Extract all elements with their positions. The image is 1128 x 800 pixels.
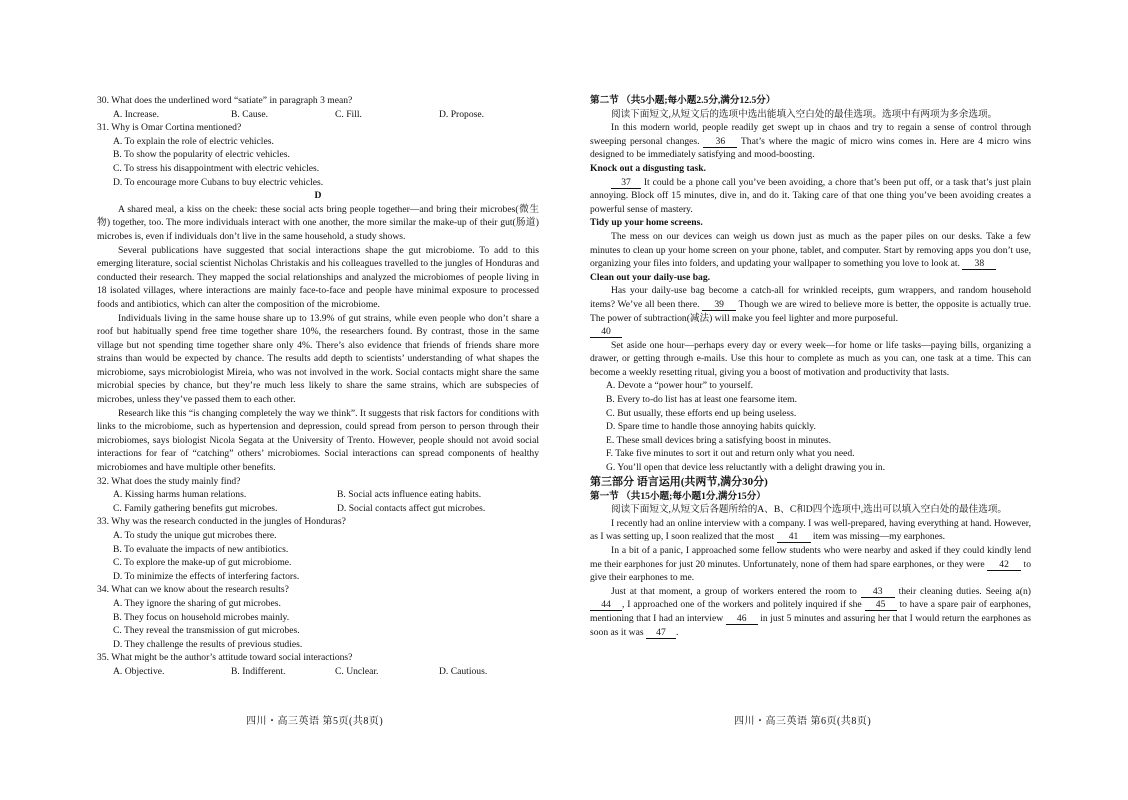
option-b[interactable]: B. Cause. [231, 108, 269, 120]
question-34: 34. What can we know about the research results? [97, 584, 289, 596]
right-column [590, 94, 1031, 639]
option-f[interactable]: F. Take five minutes to sort it out and return only what you need. [606, 448, 855, 460]
paragraph-1: 37 It could be a phone call you’ve been avoiding, a chore that’s been put off, or a task that’s just plain annoying. Block off 15 minutes, dive in, and do it. Taking care of that one thing you’ve been avoiding creates a powerful sense of mastery. [590, 176, 1031, 215]
question-32-options-row1 [113, 488, 539, 502]
option-d[interactable]: D. They challenge the results of previous studies. [113, 638, 303, 650]
intro-paragraph: In this modern world, people readily get swept up in chaos and try to regain a sense of control through sweeping personal changes. 36 That’s where the magic of micro wins comes in. Here are 4 micro wins designed to be immediately satisfying and mood-boosting. [590, 122, 1031, 161]
blank-44[interactable]: 44 [590, 599, 622, 611]
subheading-2: Tidy up your home screens. [590, 217, 703, 229]
subheading-3: Clean out your daily-use bag. [590, 271, 711, 283]
option-e[interactable]: E. These small devices bring a satisfying boost in minutes. [606, 434, 831, 446]
section-2-instructions: 阅读下面短文,从短文后的选项中选出能填入空白处的最佳选项。选项中有两项为多余选项。 [611, 108, 998, 120]
paragraph-2: The mess on our devices can weigh us down just as much as the paper piles on our desks. Take a few minutes to clean up your home screen on your phone, tablet, and computer. Start by removing apps you don’t use, organizing your files into folders, and updating your wallpaper to something you love to look at. 38 [590, 230, 1031, 270]
passage-paragraph: A shared meal, a kiss on the cheek: these social acts bring people together—and bring their microbes(微生物) together, too. The more individuals interact with one another, the more similar the make-up of their gut(肠道) microbes is, even if individuals don’t live in the same household, a study shows. [97, 203, 539, 242]
option-g[interactable]: G. You’ll open that device less reluctantly with a delight drawing you in. [606, 462, 885, 474]
blank-36[interactable]: 36 [703, 136, 737, 148]
option-c[interactable]: C. To stress his disappointment with electric vehicles. [113, 162, 320, 174]
question-32: 32. What does the study mainly find? [97, 475, 241, 487]
option-b[interactable]: B. Indifferent. [231, 665, 286, 677]
blank-47[interactable]: 47 [646, 627, 676, 639]
option-c[interactable]: C. Fill. [335, 108, 362, 120]
option-c[interactable]: C. Unclear. [335, 665, 379, 677]
option-d[interactable]: D. To encourage more Cubans to buy electric vehicles. [113, 176, 324, 188]
cloze-paragraph-3: Just at that moment, a group of workers entered the room to 43 their cleaning duties. Seeing a(n) 44 , I approached one of the workers and politely inquired if she 45 to have a spare pair of earphones, mentioning that I had an interview 46 in just 5 minutes and assuring her that I would return the earphones as soon as it was 47 . [590, 585, 1031, 638]
option-b[interactable]: B. To show the popularity of electric vehicles. [113, 149, 290, 161]
question-35-options [113, 665, 539, 679]
blank-37[interactable]: 37 [611, 177, 641, 189]
passage-paragraph: Several publications have suggested that social interactions shape the gut microbiome. To add to this emerging literature, social scientist Nicholas Christakis and his colleagues travelled to the jungles of Honduras and conducted their research. They mapped the social relationships and analyzed the microbiomes of people living in 18 isolated villages, where interactions are mainly face-to-face and people have minimal exposure to processed foods and antibiotics, which can alter the composition of the microbiome. [97, 244, 539, 310]
passage-paragraph: Research like this “is changing completely the way we think”. It suggests that risk factors for conditions with links to the microbiome, such as hypertension and depression, could spread from person to person through their microbiomes, says biologist Nicola Segata at the University of Trento. However, people should not avoid social interactions for fear of “catching” others’ microbiomes. Social interactions can spread components of healthy microbiomes and have multiple other benefits. [97, 407, 539, 474]
passage-paragraph: Individuals living in the same house share up to 13.9% of gut strains, while even people who don’t share a roof but habitually spend free time together share 10%, the researchers found. By contrast, those in the same village but not spending time together share only 4%. There’s also evidence that friends of friends share more strains than would be expected by chance. The results add depth to scientists’ understanding of what shapes the microbiome, says microbiologist Mireia, who was not involved in the work. Social contacts might share the same microbial species by chance, but they’re much less likely to share the same strains, which are subspecies of microbes, unless they’ve passed them to each other. [97, 312, 539, 406]
part-3-header: 第三部分 语言运用(共两节,满分30分) [590, 475, 768, 488]
question-32-options-row2 [113, 502, 539, 516]
option-c[interactable]: C. Family gathering benefits gut microbes. [113, 502, 278, 514]
option-d[interactable]: D. Social contacts affect gut microbes. [337, 502, 486, 514]
option-d[interactable]: D. Spare time to handle those annoying habits quickly. [606, 421, 816, 433]
blank-39[interactable]: 39 [702, 299, 736, 311]
option-a[interactable]: A. To explain the role of electric vehicles. [113, 135, 274, 147]
paragraph-3: Has your daily-use bag become a catch-all for wrinkled receipts, gum wrappers, and random household items? We’ve all been there. 39 Though we are wired to believe more is better, the opposite is actually true. The power of subtraction(减法) will make you feel lighter and more purposeful. [590, 285, 1032, 324]
blank-43[interactable]: 43 [861, 586, 895, 598]
blank-38[interactable]: 38 [962, 258, 996, 270]
question-31: 31. Why is Omar Cortina mentioned? [97, 122, 242, 134]
question-30-options [113, 108, 539, 122]
passage-letter: D [314, 190, 322, 202]
blank-45[interactable]: 45 [865, 599, 897, 611]
question-30: 30. What does the underlined word “satiate” in paragraph 3 mean? [97, 95, 353, 106]
section-1-instructions: 阅读下面短文,从短文后各题所给的A、B、C和D四个选项中,选出可以填入空白处的最佳选项。 [611, 504, 1008, 516]
option-b[interactable]: B. Every to-do list has at least one fearsome item. [606, 394, 798, 406]
option-c[interactable]: C. To explore the make-up of gut microbiome. [113, 557, 292, 569]
option-a[interactable]: A. Kissing harms human relations. [113, 489, 247, 501]
option-d[interactable]: D. Cautious. [439, 665, 488, 677]
option-a[interactable]: A. To study the unique gut microbes there. [113, 530, 277, 541]
section-2-header: 第二节 （共5小题;每小题2.5分,满分12.5分） [590, 95, 776, 106]
option-a[interactable]: A. Increase. [113, 108, 160, 120]
page-footer-right: 四川・高三英语 第6页(共8页) [734, 716, 872, 727]
left-column [97, 94, 539, 679]
paragraph-4: Set aside one hour—perhaps every day or every week—for home or life tasks—paying bills, organizing a drawer, or getting through e-mails. Use this hour to complete as much as you can, one task at a time. This can become a weekly resetting ritual, giving you a boost of motivation and productivity that lasts. [590, 339, 1031, 378]
option-c[interactable]: C. But usually, these efforts end up being useless. [606, 407, 797, 419]
cloze-paragraph-2: In a bit of a panic, I approached some fellow students who were nearby and asked if they could kindly lend me their earphones for just 20 minutes. Unfortunately, none of them had spare earphones, or they were 42 to give their earphones to me. [590, 545, 1031, 584]
question-35: 35. What might be the author’s attitude toward social interactions? [97, 652, 353, 664]
section-1-header: 第一节 （共15小题;每小题1分,满分15分） [590, 490, 766, 502]
blank-40[interactable]: 40 [590, 326, 622, 338]
option-a[interactable]: A. They ignore the sharing of gut microbes. [113, 597, 281, 609]
question-33: 33. Why was the research conducted in the jungles of Honduras? [97, 516, 346, 528]
page-footer-left: 四川・高三英语 第5页(共8页) [246, 716, 384, 727]
option-c[interactable]: C. They reveal the transmission of gut microbes. [113, 625, 300, 637]
option-d[interactable]: D. To minimize the effects of interfering factors. [113, 570, 300, 582]
blank-46[interactable]: 46 [726, 613, 758, 625]
subheading-1: Knock out a disgusting task. [590, 162, 706, 174]
cloze-paragraph-1: I recently had an online interview with a company. I was well-prepared, having everything at hand. However, as I was setting up, I soon realized that the most 41 item was missing—my earphones. [590, 517, 1031, 543]
option-b[interactable]: B. They focus on household microbes mainly. [113, 611, 290, 623]
option-a[interactable]: A. Objective. [113, 665, 165, 677]
blank-40-line [590, 325, 1031, 339]
blank-42[interactable]: 42 [987, 559, 1021, 571]
option-b[interactable]: B. Social acts influence eating habits. [337, 489, 482, 501]
option-d[interactable]: D. Propose. [439, 108, 485, 120]
option-a[interactable]: A. Devote a “power hour” to yourself. [606, 380, 754, 392]
blank-41[interactable]: 41 [777, 531, 811, 543]
option-b[interactable]: B. To evaluate the impacts of new antibiotics. [113, 543, 289, 555]
